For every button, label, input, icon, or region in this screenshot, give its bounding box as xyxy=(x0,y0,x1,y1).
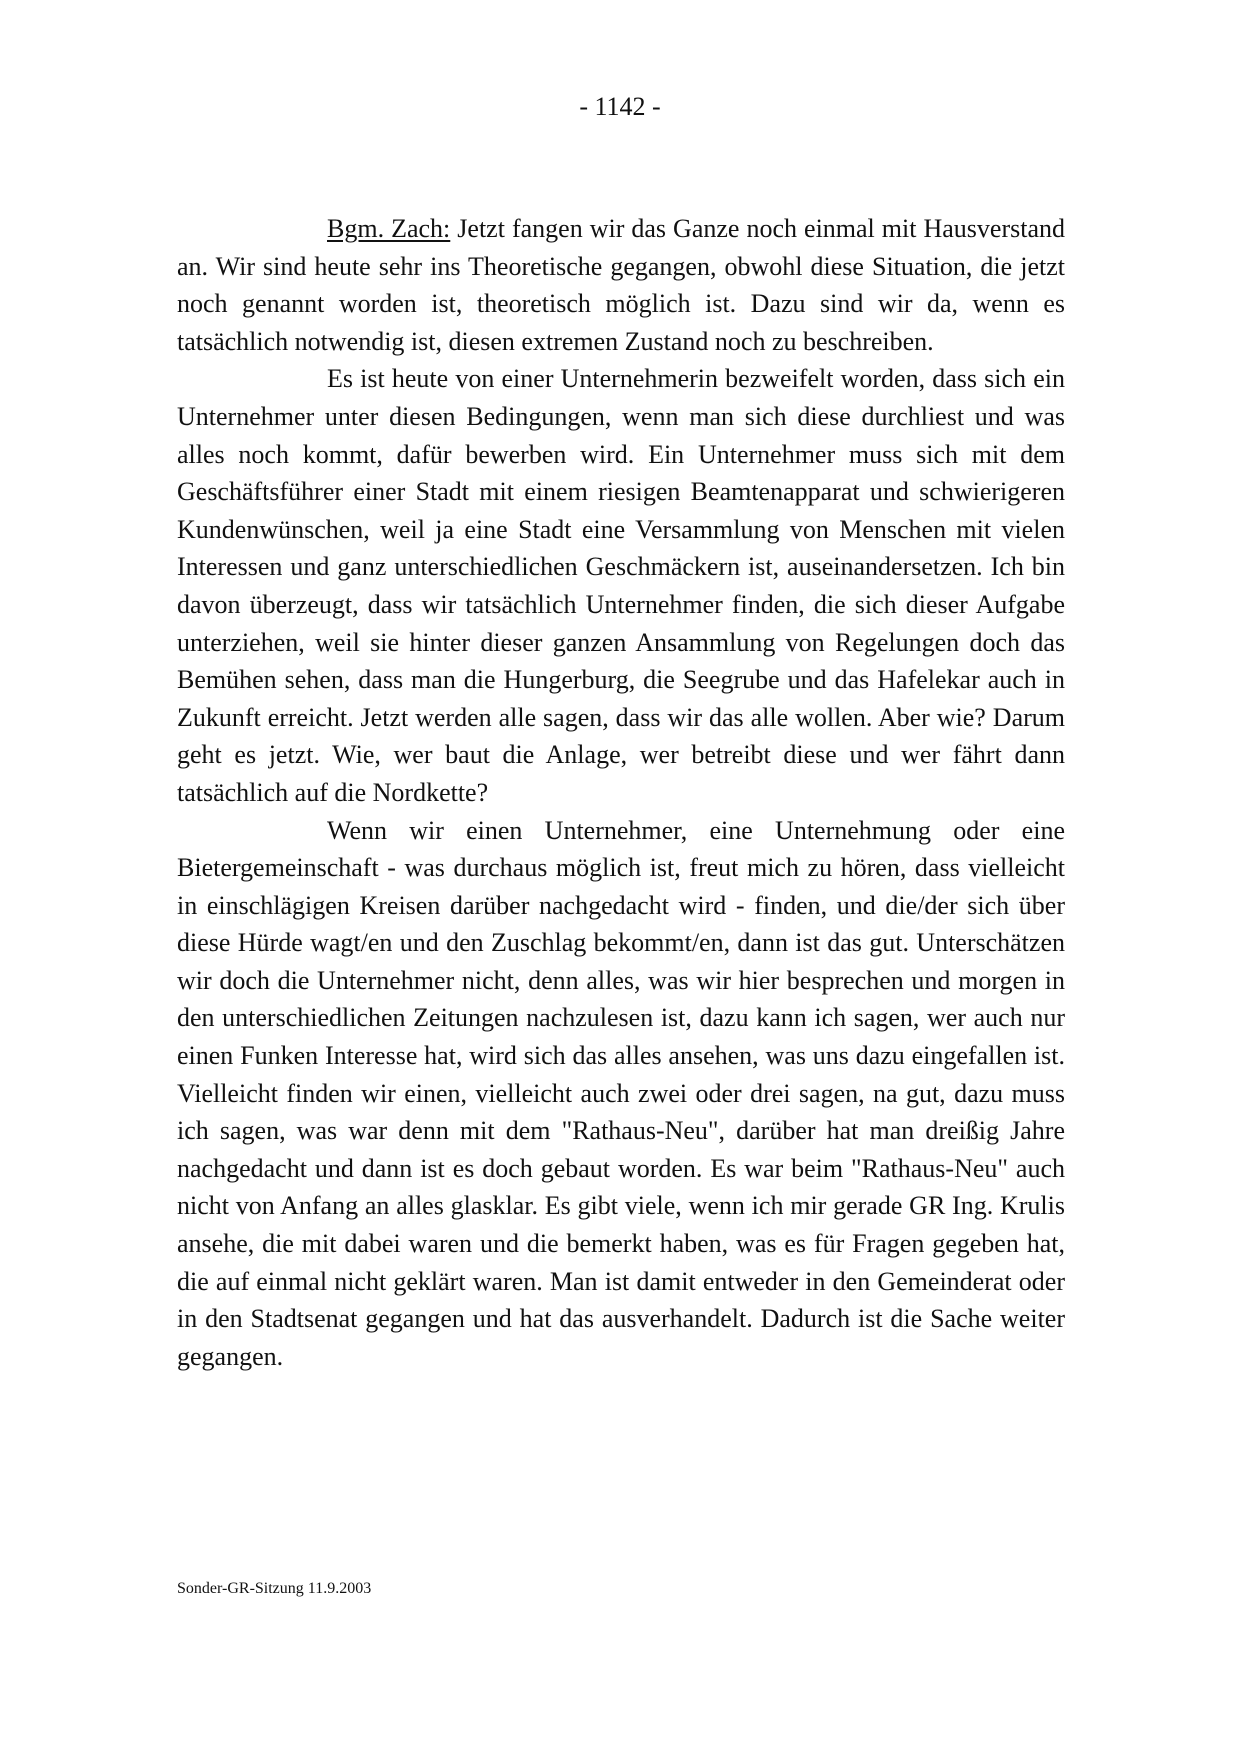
page-number: - 1142 - xyxy=(579,92,661,121)
paragraph-1 xyxy=(177,210,1065,360)
paragraph-3: Wenn wir einen Unternehmer, eine Unternehmung oder eine Bietergemeinschaft - was durchaus möglich ist, freut mich zu hören, dass vielleicht in einschlägigen Kreisen darüber nachgedacht wird - finden, und die/der sich über diese Hürde wagt/en und den Zuschlag bekommt/en, dann ist das gut. Unterschätzen wir doch die Unternehmer nicht, denn alles, was wir hier besprechen und morgen in den unterschiedlichen Zeitungen nachzulesen ist, dazu kann ich sagen, wer auch nur einen Funken Interesse hat, wird sich das alles ansehen, was uns dazu eingefallen ist. Vielleicht finden wir einen, vielleicht auch zwei oder drei sagen, na gut, dazu muss ich sagen, was war denn mit dem "Rathaus-Neu", darüber hat man dreißig Jahre nachgedacht und dann ist es doch gebaut worden. Es war beim "Rathaus-Neu" auch nicht von Anfang an alles glasklar. Es gibt viele, wenn ich mir gerade GR Ing. Krulis ansehe, die mit dabei waren und die bemerkt haben, was es für Fragen gegeben hat, die auf einmal nicht geklärt waren. Man ist damit entweder in den Gemeinderat oder in den Stadtsenat gegangen und hat das ausverhandelt. Dadurch ist die Sache weiter gegangen. xyxy=(177,815,1065,1371)
footer-session-label: Sonder-GR-Sitzung 11.9.2003 xyxy=(177,1580,372,1597)
document-body xyxy=(177,210,1065,1375)
speaker-name: Bgm. Zach: xyxy=(327,214,451,243)
paragraph-2: Es ist heute von einer Unternehmerin bezweifelt worden, dass sich ein Unternehmer unter diesen Bedingungen, wenn man sich diese durchliest und was alles noch kommt, dafür bewerben wird. Ein Unternehmer muss sich mit dem Geschäftsführer einer Stadt mit einem riesigen Beamtenapparat und schwierigeren Kundenwünschen, weil ja eine Stadt eine Versammlung von Menschen mit vielen Interessen und ganz unterschiedlichen Geschmäckern ist, auseinandersetzen. Ich bin davon überzeugt, dass wir tatsächlich Unternehmer finden, die sich dieser Aufgabe unterziehen, weil sie hinter dieser ganzen Ansammlung von Regelungen doch das Bemühen sehen, dass man die Hungerburg, die Seegrube und das Hafelekar auch in Zukunft erreicht. Jetzt werden alle sagen, dass wir das alle wollen. Aber wie? Darum geht es jetzt. Wie, wer baut die Anlage, wer betreibt diese und wer fährt dann tatsächlich auf die Nordkette? xyxy=(177,364,1065,807)
paragraph-1-text: Jetzt fangen wir das Ganze noch einmal mit Hausverstand an. Wir sind heute sehr ins Theoretische gegangen, obwohl diese Situation, die jetzt noch genannt worden ist, theoretisch möglich ist. Dazu sind wir da, wenn es tatsächlich notwendig ist, diesen extremen Zustand noch zu beschreiben. xyxy=(177,214,1065,356)
